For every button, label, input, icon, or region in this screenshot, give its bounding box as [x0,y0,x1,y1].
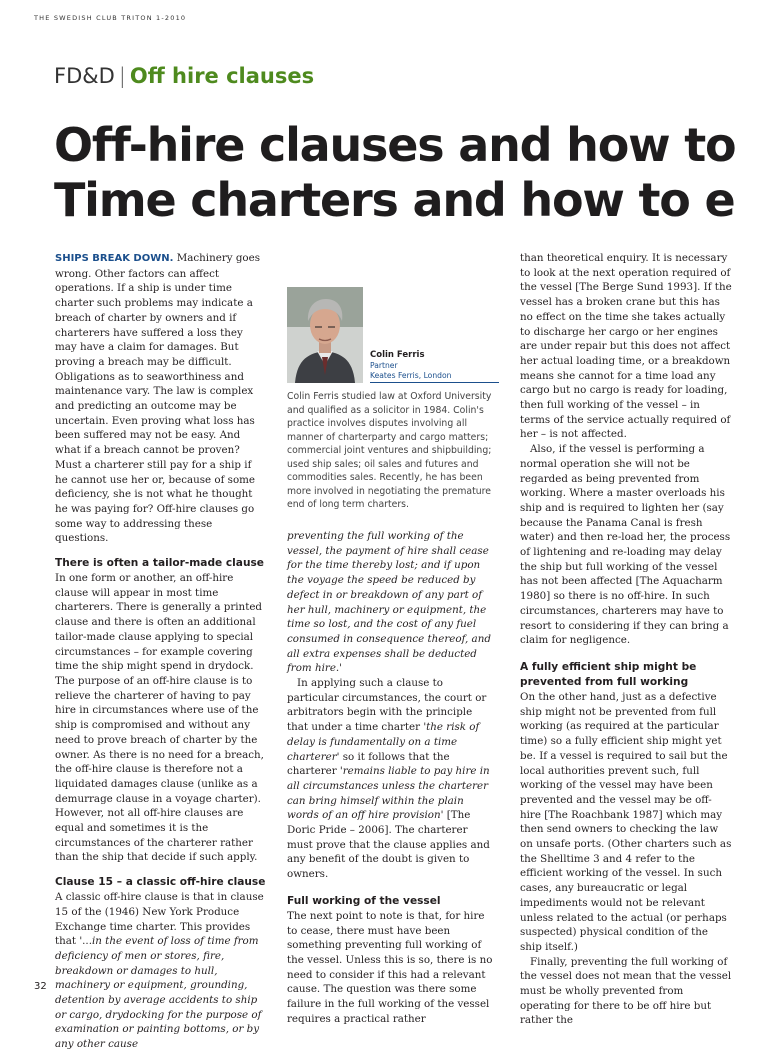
article-headline [54,118,768,228]
paragraph-text: A classic off-hire clause is that in clause 15 of the (1946) New York Produce Exchange time charter. This provides that '... [55,891,264,948]
author-firm: Keates Ferris, London [370,371,452,380]
author-bio: Colin Ferris studied law at Oxford University and qualified as a solicitor in 1984. Colin's practice involves disputes involving all manner of charterparty and cargo matters; commercial joint ventures and shipbuilding; used ship sales; oil sales and futures and commodities sales. Recently, he has been more involved in negotiating the premature end of long term charters. [287,391,492,510]
clause-quote: in the event of loss of time from deficiency of men or stores, fire, breakdown or damages to hull, machinery or equipment, grounding, detention by average accidents to ship or cargo, drydocking for the purpose of examination or painting bottoms, or by any other cause [55,935,262,1051]
subheading-full-working: Full working of the vessel [287,894,441,907]
author-role: Partner [370,361,398,370]
lead-text: Machinery goes wrong. Other factors can affect operations. If a ship is under time charter such problems may indicate a breach of charter by owners and if charterers have suffered a loss they may have a claim for damages. But proving a breach may be difficult. Obligations as to seaworthiness and maintenance vary. The law is complex and predicting an outcome may be uncertain. Even proving what loss has been suffered may not be easy. And what if a breach cannot be proven? Must a charterer still pay for a ship if he cannot use her or, because of some deficiency, she is not what he thought he was paying for? Off-hire clauses go some way to addressing these questions. [55,252,260,545]
paragraph-text: [The Doric Pride – 2006]. The charterer must prove that the clause applies and any benefit of the doubt is given to owners. [287,809,490,881]
lead-paragraph [55,251,267,546]
paragraph [55,890,267,1052]
quote-text: preventing the full working of the vessel, the payment of hire shall cease for the time thereby lost; and if upon the voyage the speed be reduced by defect in or breakdown of any part of her hull, machinery or equipment, the time so lost, and the cost of any fuel consumed in consequence thereof, and all extra expenses shall be deducted from hire.' [287,530,491,675]
article-column-3 [520,251,732,1028]
author-name: Colin Ferris [370,350,425,360]
subheading-efficient-ship: A fully efficient ship might be prevented from full working [520,660,697,688]
page-number: 32 [34,981,47,992]
kicker-separator: | [118,64,126,88]
paragraph: In one form or another, an off-hire clause will appear in most time charterers. There is generally a printed clause and there is often an additional tailor-made clause applying to special circumstances – for example covering time the ship might spend in drydock. The purpose of an off-hire clause is to relieve the charterer of having to pay hire in circumstances where use of the ship is compromised and without any need to prove breach of charter by the owner. As there is no need for a breach, the off-hire clause is therefore not a liquidated damages clause (unlike as a demurrage clause in a voyage charter). However, not all off-hire clauses are equal and sometimes it is the circumstances of the charterer rather than the ship that decide if such apply. [55,572,264,864]
case-quote: 'remains liable to pay hire in all circumstances unless the charterer can bring himself within the plain words of an off hire provision' [287,765,490,822]
topic-label: Off hire clauses [129,64,315,88]
running-head: THE SWEDISH CLUB TRITON 1-2010 [34,14,187,22]
headline-line-2: Time charters and how to e [54,173,735,227]
author-photo [287,287,363,383]
headline-line-1: Off-hire clauses and how to [54,118,736,172]
author-portrait-icon [287,287,363,383]
subheading-tailor-made: There is often a tailor-made clause [55,557,264,570]
case-quote: 'the risk of delay is fundamentally on a time charterer' [287,721,480,763]
paragraph: The next point to note is that, for hire to cease, there must have been something preventing full working of the vessel. Unless this is so, there is no need to consider if this had a relevant cause. The question was there some failure in the full working of the vessel requires a practical rather [287,909,493,1025]
section-label: FD&D [54,64,115,88]
paragraph [287,676,493,882]
author-divider [370,382,499,383]
subheading-clause-15: Clause 15 – a classic off-hire clause [55,876,266,889]
lead-in: SHIPS BREAK DOWN. [55,253,174,264]
article-column-2 [287,529,493,1027]
paragraph: Also, if the vessel is performing a normal operation she will not be regarded as being prevented from working. Where a master overloads his ship and is required to lighten her (say because the Panama Canal is fresh water) and then re-load her, the process of lightening and re-loading may delay the ship but full working of the vessel has not been affected [The Aquacharm 1980] so there is no off-hire. In such circumstances, charterers may have to resort to considering if they can bring a claim for negligence. [520,443,731,647]
paragraph: Finally, preventing the full working of the vessel does not mean that the vessel must be wholly prevented from operating for there to be off hire but rather the [520,955,732,1027]
paragraph: On the other hand, just as a defective ship might not be prevented from full working (as required at the particular time) so a fully efficient ship might yet be. If a vessel is required to sail but the local authorities prevent such, full working of the vessel may have been prevented and the vessel may be off-hire [The Roachbank 1987] which may then send owners to checking the law on unsafe ports. (Other charters such as the Shelltime 3 and 4 refer to the efficient working of the vessel. In such cases, any bureaucratic or legal impediments would not be relevant unless related to the actual (or perhaps suspected) physical condition of the ship itself.) [520,690,732,953]
article-column-1 [55,251,267,1052]
paragraph-text: In applying such a clause to particular circumstances, the court or arbitrators begin with the principle that under a time charter [287,677,487,734]
section-kicker [54,64,314,88]
paragraph-text: so it follows that the charterer [287,750,450,778]
paragraph: than theoretical enquiry. It is necessary to look at the next operation required of the vessel [The Berge Sund 1993]. If the vessel has a broken crane but this has no effect on the time she takes actually to discharge her cargo or her engines are under repair but this does not affect her actual loading time, or a breakdown means she cannot for a time load any cargo but no cargo is ready for loading, then full working of the vessel – in terms of the service actually required of her – is not affected. [520,252,732,441]
clause-quote-continued [287,529,493,676]
